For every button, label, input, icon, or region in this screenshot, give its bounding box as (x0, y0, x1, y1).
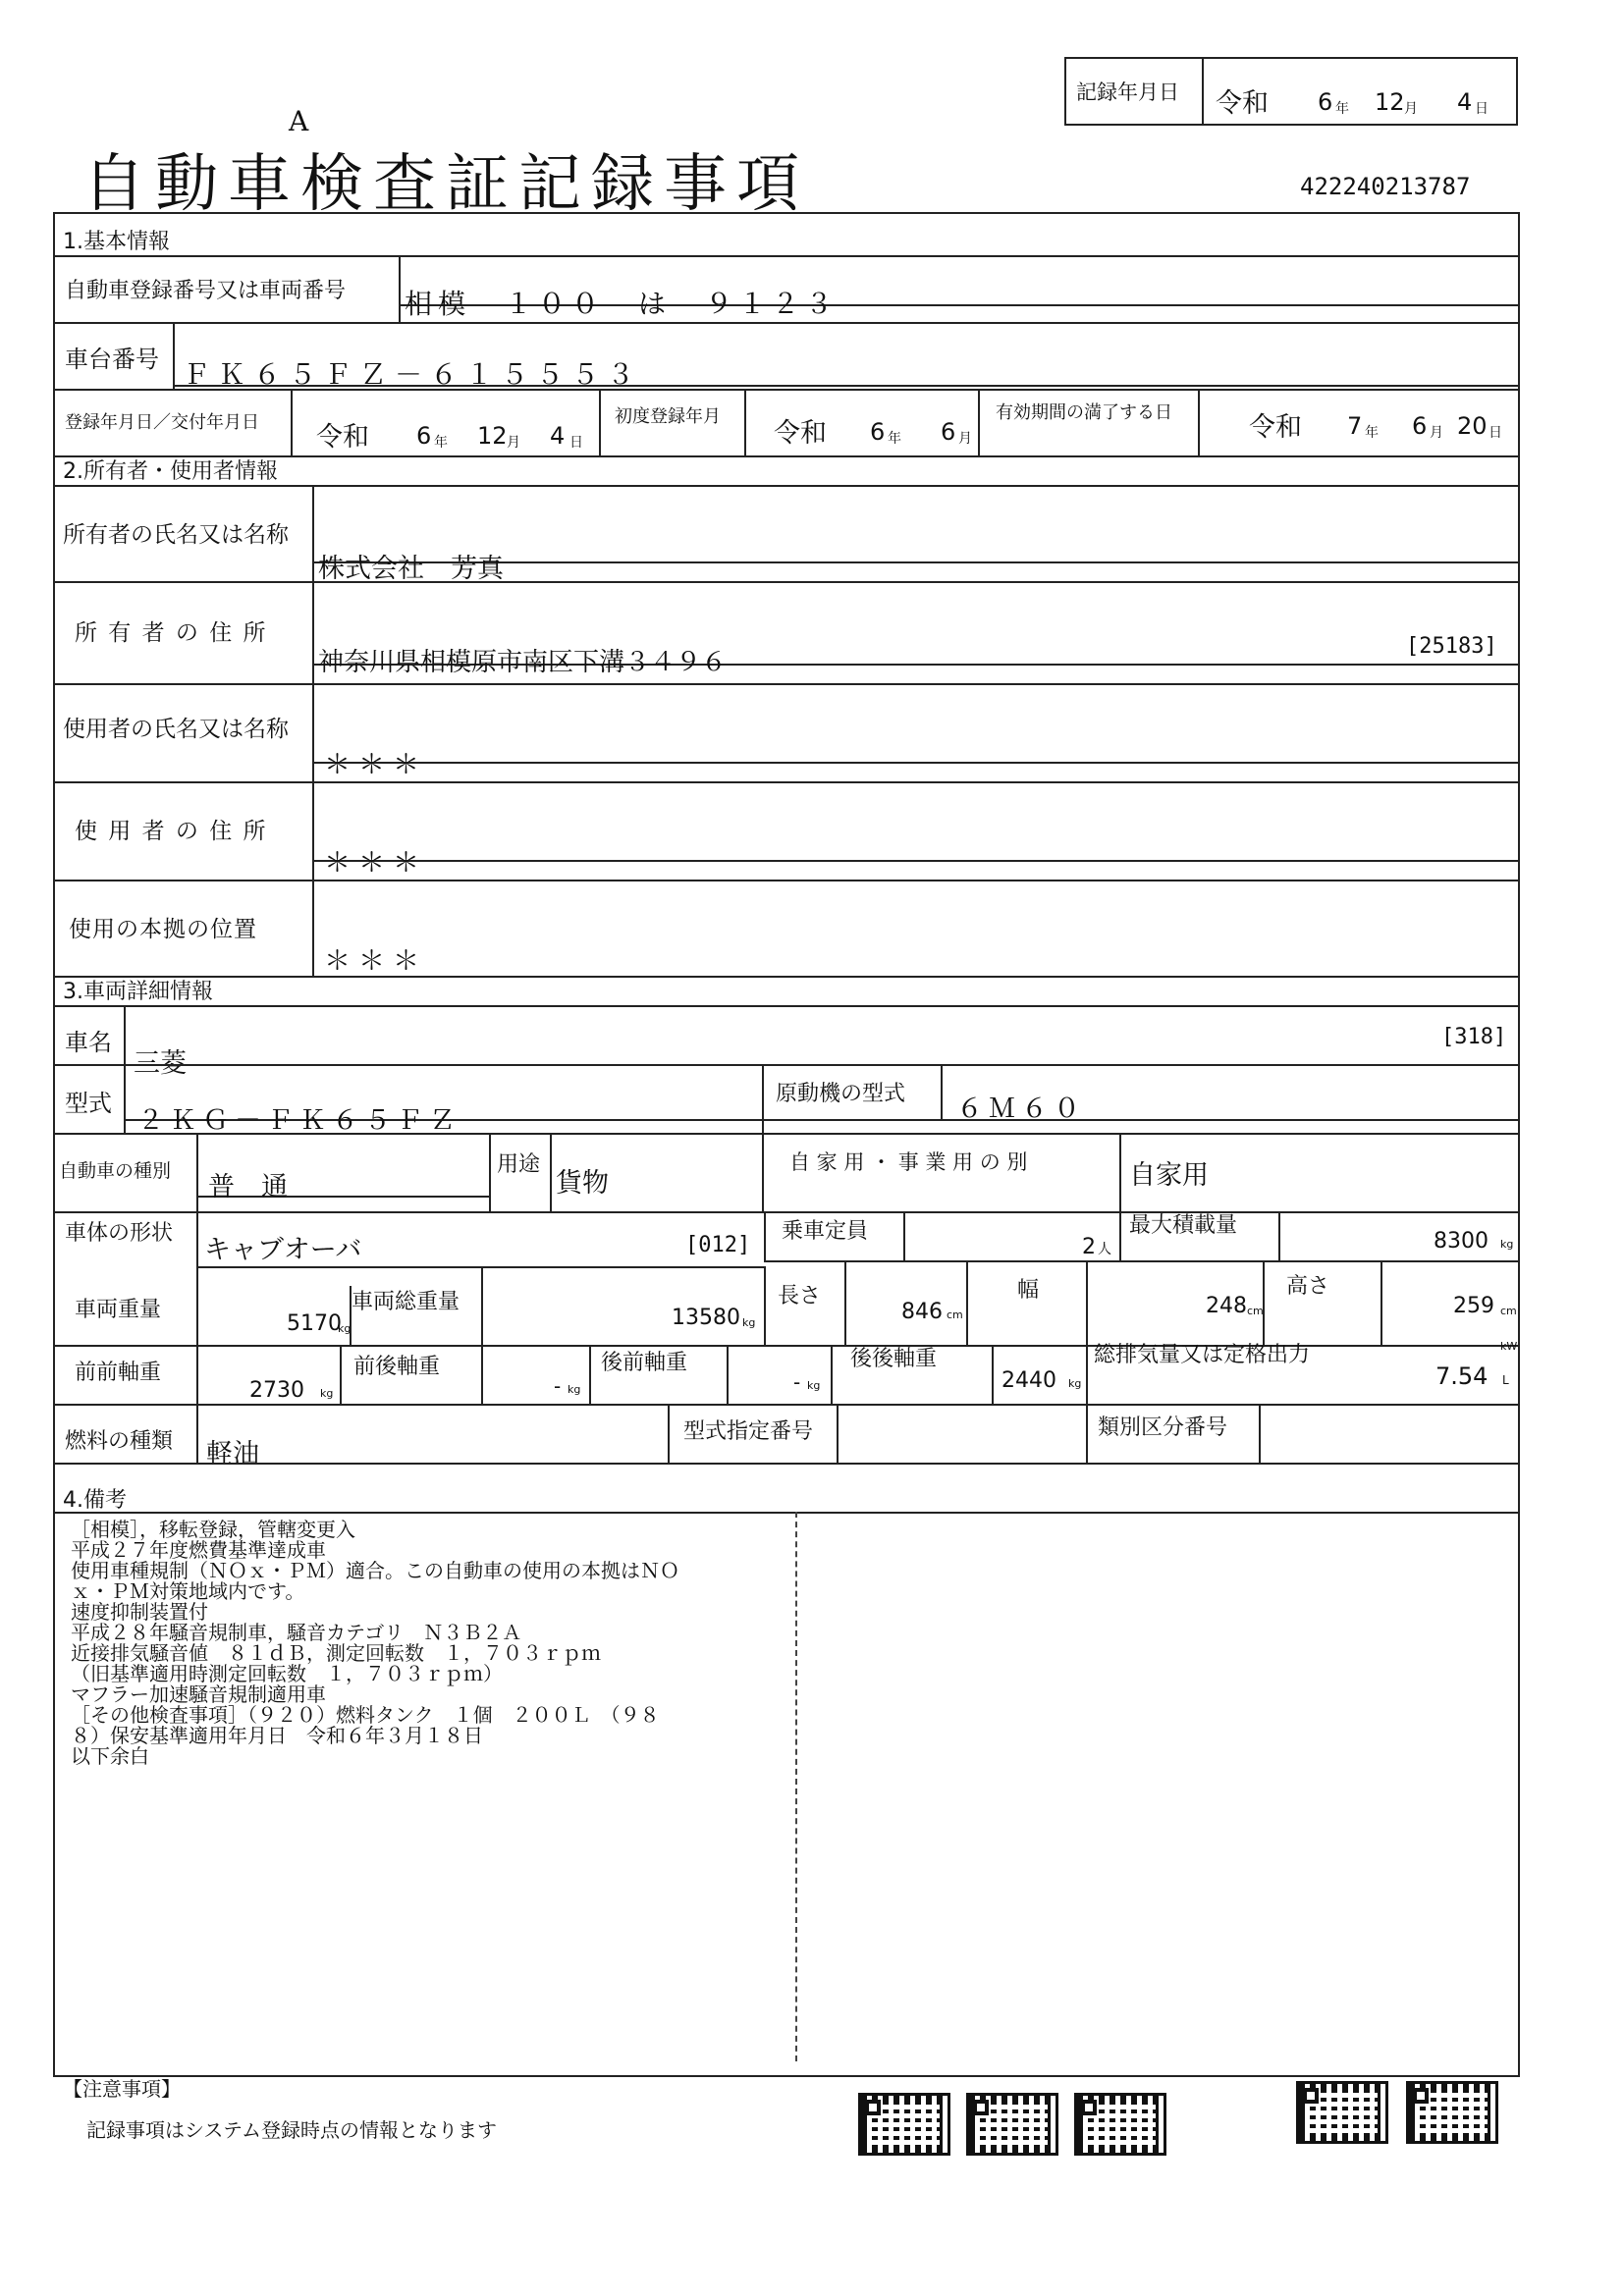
weight-label: 車両重量 (75, 1298, 162, 1322)
remark-line: 平成２７年度燃費基準達成車 (71, 1538, 326, 1562)
corner-mark: A (289, 105, 309, 137)
displacement-label: 総排気量又は定格出力 (1094, 1343, 1311, 1367)
remark-line: ｘ・ＰＭ対策地域内です。 (71, 1579, 305, 1603)
first-reg-month: 6 (941, 418, 956, 446)
model-value: ２ＫＧ－ＦＫ６５ＦＺ (137, 1105, 461, 1136)
reg-number-label: 自動車登録番号又は車両番号 (65, 279, 347, 303)
qr-code-icon (1406, 2081, 1498, 2144)
remark-line: 以下余白 (71, 1744, 149, 1768)
notes-heading: 【注意事項】 (63, 2077, 181, 2101)
kind-label: 自動車の種別 (59, 1160, 172, 1182)
gross-weight-value: 13580 (672, 1306, 740, 1330)
height-value: 259 (1453, 1294, 1494, 1318)
gross-weight-label: 車両総重量 (352, 1290, 460, 1314)
remark-line: ［相模］，移転登録，管轄変更入 (71, 1518, 355, 1541)
rr-axle-value: 2440 (1001, 1368, 1056, 1393)
owner-address-value: 神奈川県相模原市南区下溝３４９６ (318, 648, 728, 677)
private-business-label: 自 家 用 ・ 事 業 用 の 別 (789, 1150, 1028, 1174)
remark-line: マフラー加速騒音規制適用車 (71, 1682, 326, 1706)
ff-axle-value: 2730 (249, 1378, 304, 1403)
reg-date-day: 4 (550, 422, 566, 450)
main-frame (53, 212, 1520, 2077)
length-value: 846 (901, 1300, 943, 1324)
qr-code-icon (858, 2093, 950, 2156)
reg-date-year: 6 (416, 422, 432, 450)
section-4-heading: 4.備考 (63, 1488, 127, 1513)
reg-date-month: 12 (477, 422, 508, 450)
body-code: [012] (685, 1233, 751, 1257)
qr-code-icon (1296, 2081, 1388, 2144)
maker-code: [318] (1441, 1025, 1507, 1049)
weight-value: 5170 (287, 1311, 342, 1336)
base-location-value: ＊＊＊ (324, 946, 427, 977)
user-address-label: 使 用 者 の 住 所 (75, 819, 268, 844)
user-name-value: ＊＊＊ (324, 750, 427, 780)
fuel-value: 軽油 (206, 1439, 259, 1469)
record-date-label: 記録年月日 (1076, 80, 1179, 104)
kind-value: 普 通 (208, 1172, 288, 1202)
record-date-era: 令和 (1216, 88, 1269, 119)
remark-line: （旧基準適用時測定回転数 １，７０３ｒｐｍ） (71, 1662, 503, 1685)
remarks-text (71, 1520, 679, 1767)
capacity-value: 2 (1082, 1235, 1096, 1259)
notes-text: 記録事項はシステム登録時点の情報となります (86, 2118, 497, 2142)
maker-label: 車名 (65, 1029, 112, 1056)
remarks-divider (795, 1512, 797, 2061)
record-date-day: 4 (1457, 88, 1473, 116)
section-1-heading: 1.基本情報 (63, 230, 170, 254)
remark-line: 平成２８年騒音規制車，騒音カテゴリ Ｎ３Ｂ２Ａ (71, 1621, 522, 1644)
expiry-year: 7 (1347, 412, 1363, 440)
fr-axle-value: - (554, 1374, 562, 1398)
use-label: 用途 (497, 1152, 541, 1177)
length-label: 長さ (778, 1284, 822, 1308)
model-label: 型式 (65, 1090, 112, 1117)
record-date-year: 6 (1318, 88, 1333, 116)
chassis-value: ＦＫ６５ＦＺ－６１５５５３ (183, 358, 643, 391)
use-value: 貨物 (556, 1168, 609, 1199)
remark-line: 使用車種規制（ＮＯｘ・ＰＭ）適合。この自動車の使用の本拠はＮＯ (71, 1559, 679, 1582)
rf-axle-value: - (793, 1370, 801, 1394)
base-location-label: 使用の本拠の位置 (69, 917, 257, 942)
page-title: 自動車検査証記録事項 (82, 148, 809, 221)
displacement-value: 7.54 (1435, 1362, 1489, 1390)
remark-line: 速度抑制装置付 (71, 1600, 208, 1624)
width-label: 幅 (1017, 1278, 1040, 1303)
fr-axle-label: 前後軸重 (353, 1355, 441, 1379)
qr-code-icon (966, 2093, 1058, 2156)
rr-axle-label: 後後軸重 (850, 1347, 938, 1371)
width-value: 248 (1206, 1294, 1247, 1318)
document-number: 422240213787 (1300, 173, 1471, 200)
max-load-value: 8300 (1434, 1229, 1489, 1254)
ff-axle-label: 前前軸重 (75, 1361, 162, 1385)
maker-value: 三菱 (134, 1048, 187, 1079)
section-2-heading: 2.所有者・使用者情報 (63, 459, 278, 484)
section-3-heading: 3.車両詳細情報 (63, 980, 213, 1004)
expiry-day: 20 (1457, 412, 1488, 440)
owner-address-label: 所 有 者 の 住 所 (75, 620, 268, 646)
capacity-label: 乗車定員 (782, 1219, 869, 1244)
category-label: 類別区分番号 (1098, 1415, 1228, 1440)
user-name-label: 使用者の氏名又は名称 (63, 717, 289, 742)
engine-label: 原動機の型式 (776, 1082, 906, 1106)
height-label: 高さ (1286, 1274, 1330, 1299)
remark-line: 近接排気騒音値 ８１ｄＢ，測定回転数 １，７０３ｒｐｍ (71, 1641, 601, 1665)
body-value: キャブオーバ (204, 1235, 362, 1265)
type-designation-label: 型式指定番号 (683, 1419, 814, 1444)
owner-name-label: 所有者の氏名又は名称 (63, 522, 289, 548)
first-reg-label: 初度登録年月 (615, 406, 721, 427)
chassis-label: 車台番号 (65, 346, 159, 373)
reg-date-label: 登録年月日／交付年月日 (65, 412, 259, 433)
private-business-value: 自家用 (1129, 1160, 1209, 1191)
first-reg-year: 6 (870, 418, 886, 446)
body-label: 車体の形状 (65, 1221, 174, 1246)
max-load-label: 最大積載量 (1129, 1213, 1238, 1238)
owner-name-value: 株式会社 芳真 (318, 554, 504, 584)
fuel-label: 燃料の種類 (65, 1429, 174, 1454)
rf-axle-label: 後前軸重 (601, 1351, 688, 1375)
remark-line: ８）保安基準適用年月日 令和６年３月１８日 (71, 1724, 483, 1747)
remark-line: ［その他検査事項］（９２０）燃料タンク １個 ２００Ｌ （９８ (71, 1703, 660, 1727)
record-date-month: 12 (1375, 88, 1405, 116)
expiry-month: 6 (1412, 412, 1428, 440)
engine-value: ６Ｍ６０ (956, 1094, 1086, 1124)
expiry-label: 有効期間の満了する日 (996, 402, 1172, 423)
user-address-value: ＊＊＊ (324, 848, 427, 879)
reg-number-value: 相模 １００ は ９１２３ (405, 288, 839, 320)
qr-code-icon (1074, 2093, 1166, 2156)
owner-address-code: [25183] (1406, 634, 1497, 659)
